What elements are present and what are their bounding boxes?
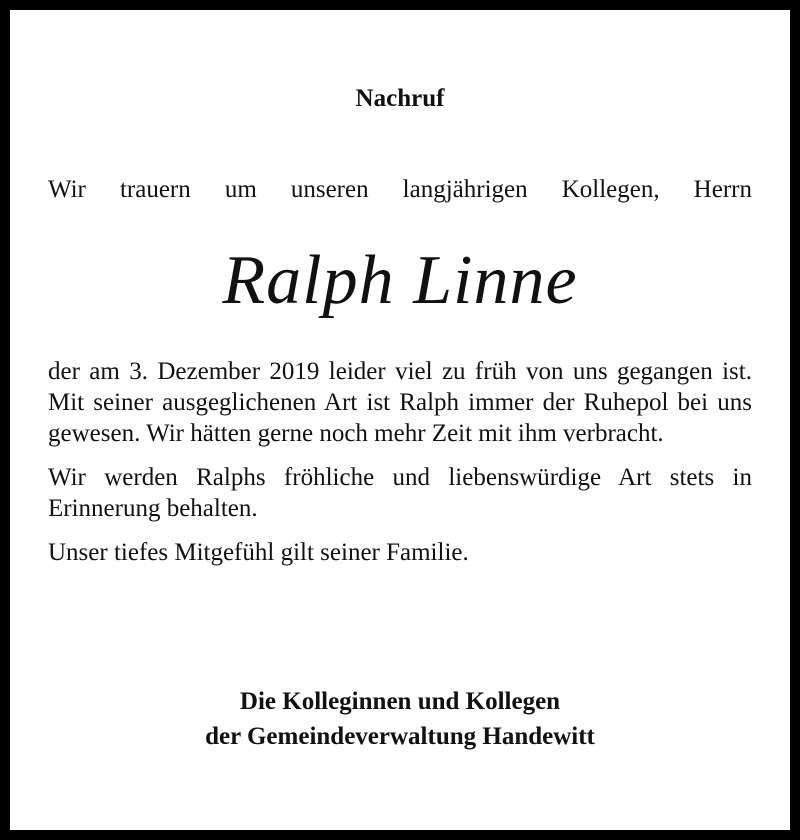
- notice-intro: Wir trauern um unseren langjährigen Kollegen, Herrn: [48, 176, 752, 203]
- notice-signature: [10, 684, 790, 754]
- notice-body: [48, 356, 752, 581]
- notice-paragraph: Wir werden Ralphs fröhliche und liebenswürdige Art stets in Erinnerung behalten.: [48, 464, 752, 522]
- notice-paragraph: der am 3. Dezember 2019 leider viel zu früh von uns gegangen ist. Mit seiner ausgeglichenen Art ist Ralph immer der Ruhepol bei uns gewesen. Wir hätten gerne noch mehr Zeit mit ihm verbracht.: [48, 358, 752, 447]
- signature-line: Die Kolleginnen und Kollegen: [239, 688, 561, 715]
- notice-paragraph: Unser tiefes Mitgefühl gilt seiner Familie.: [48, 539, 469, 566]
- signature-line: der Gemeindeverwaltung Handewitt: [205, 723, 595, 750]
- deceased-name: Ralph Linne: [222, 242, 578, 319]
- notice-heading: Nachruf: [355, 85, 445, 112]
